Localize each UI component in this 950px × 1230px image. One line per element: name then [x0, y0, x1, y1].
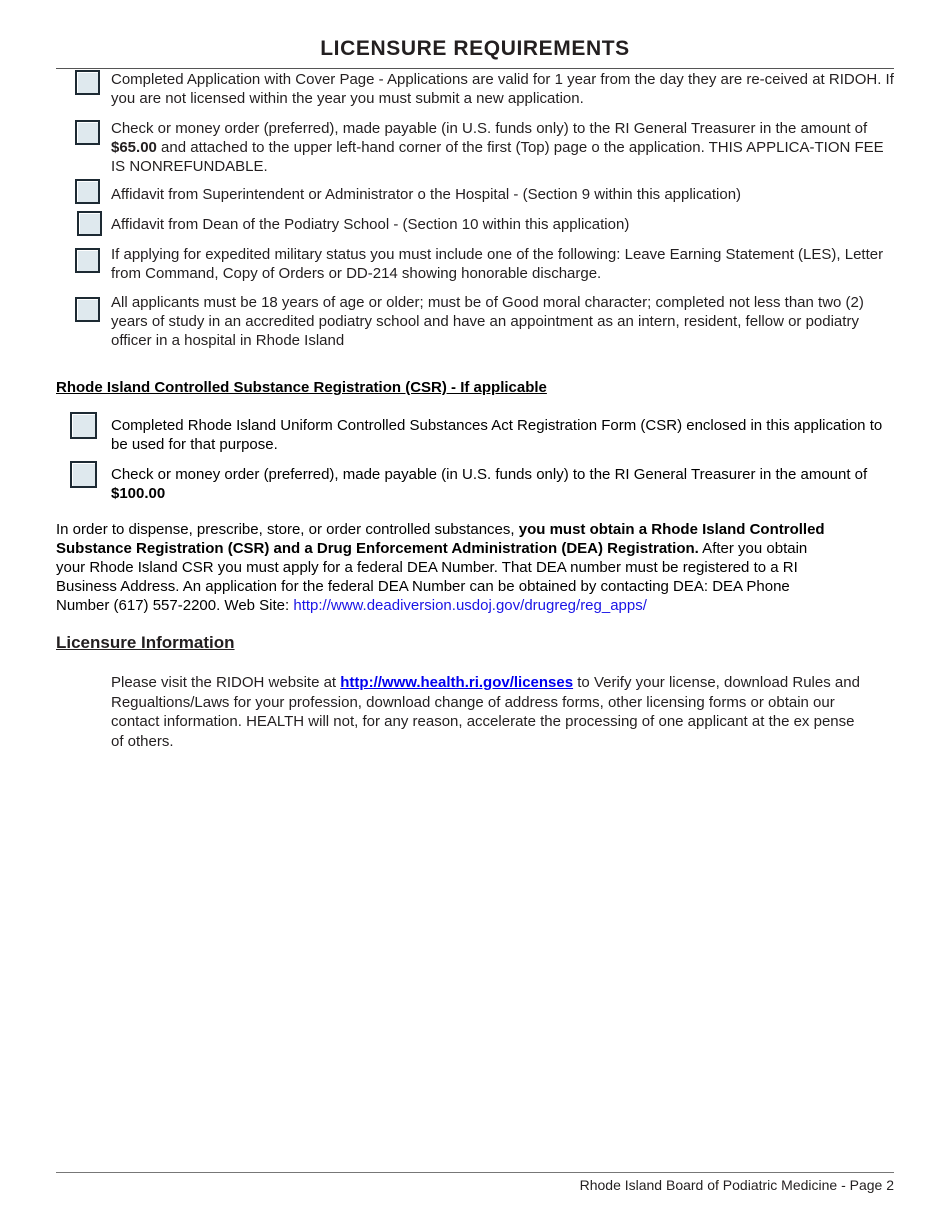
- requirement-text: Affidavit from Dean of the Podiatry School - (Section 10 within this application): [111, 216, 630, 233]
- footer-divider: [56, 1172, 894, 1173]
- checkbox-csr-fee[interactable]: [70, 461, 97, 488]
- licensure-info-intro: Please visit the RIDOH website at: [111, 674, 341, 691]
- requirement-military: [111, 245, 896, 283]
- licensure-info-details: to Verify your license, download Rules and Regualtions/Laws for your profession, download change of address forms, other licensing forms or obtain our contact information. HEALTH will not, for any reason, accelerate the processing of one applicant at the ex pense of others.: [111, 674, 860, 750]
- fee-amount: $65.00: [111, 139, 157, 156]
- requirement-text: and attached to the upper left-hand corner of the first (Top) page o the application. THIS APPLICA-TION FEE IS NONREFUNDABLE.: [111, 139, 884, 175]
- dea-intro: In order to dispense, prescribe, store, or order controlled substances,: [56, 521, 519, 538]
- dea-requirement-bold: you must obtain a Rhode Island Controlled Substance Registration (CSR) and a Drug Enforcement Administration (DEA) Registration.: [56, 521, 825, 557]
- requirement-dean-affidavit: [111, 215, 896, 234]
- csr-fee-item: [111, 465, 896, 503]
- csr-item-text: Check or money order (preferred), made payable (in U.S. funds only) to the RI General Treasurer in the amount of: [111, 466, 868, 483]
- csr-fee-amount: $100.00: [111, 485, 166, 502]
- csr-heading: Rhode Island Controlled Substance Registration (CSR) - If applicable: [56, 379, 547, 396]
- page-footer: Rhode Island Board of Podiatric Medicine - Page 2: [579, 1177, 894, 1193]
- page-title: LICENSURE REQUIREMENTS: [320, 37, 630, 60]
- dea-website-link[interactable]: http://www.deadiversion.usdoj.gov/drugreg/reg_apps/: [293, 597, 647, 614]
- checkbox-requirement-dean-affidavit[interactable]: [77, 211, 102, 236]
- requirement-hospital-affidavit: [111, 185, 896, 204]
- dea-details: After you obtain your Rhode Island CSR you must apply for a federal DEA Number. That DEA number must be registered to a RI Business Address. An application for the federal DEA Number can be obtained by contacting DEA: DEA Phone Number (617) 557-2200. Web Site:: [56, 540, 808, 614]
- requirement-text: Affidavit from Superintendent or Administrator o the Hospital - (Section 9 within this application): [111, 186, 742, 203]
- requirement-text: If applying for expedited military status you must include one of the following: Leave Earning Statement (LES), Letter from Command, Copy of Orders or DD-214 showing honorable discharge.: [111, 246, 884, 282]
- checkbox-requirement-fee[interactable]: [75, 120, 100, 145]
- requirement-application: [111, 70, 896, 108]
- requirement-text: Completed Application with Cover Page - Applications are valid for 1 year from the day they are re-ceived at RIDOH. If you are not licensed within the year you must submit a new application.: [111, 71, 894, 107]
- csr-item-text: Completed Rhode Island Uniform Controlled Substances Act Registration Form (CSR) enclosed in this application to be used for that purpose.: [111, 417, 883, 453]
- checkbox-requirement-eligibility[interactable]: [75, 297, 100, 322]
- requirement-fee: [111, 119, 896, 176]
- requirement-text: All applicants must be 18 years of age or older; must be of Good moral character; completed not less than two (2) years of study in an accredited podiatry school and have an appointment as an intern, resident, fellow or podiatry officer in a hospital in Rhode Island: [111, 294, 864, 349]
- licensure-info-heading: Licensure Information: [56, 633, 235, 652]
- checkbox-requirement-application[interactable]: [75, 70, 100, 95]
- ridoh-licenses-link[interactable]: http://www.health.ri.gov/licenses: [340, 674, 574, 691]
- title-divider: [56, 68, 894, 69]
- checkbox-csr-form[interactable]: [70, 412, 97, 439]
- csr-form-item: [111, 416, 896, 454]
- checkbox-requirement-hospital-affidavit[interactable]: [75, 179, 100, 204]
- checkbox-requirement-military[interactable]: [75, 248, 100, 273]
- licensure-info-paragraph: [111, 673, 871, 751]
- dea-paragraph: [56, 520, 836, 615]
- requirement-eligibility: [111, 293, 896, 350]
- requirement-text: Check or money order (preferred), made payable (in U.S. funds only) to the RI General Treasurer in the amount of: [111, 120, 868, 137]
